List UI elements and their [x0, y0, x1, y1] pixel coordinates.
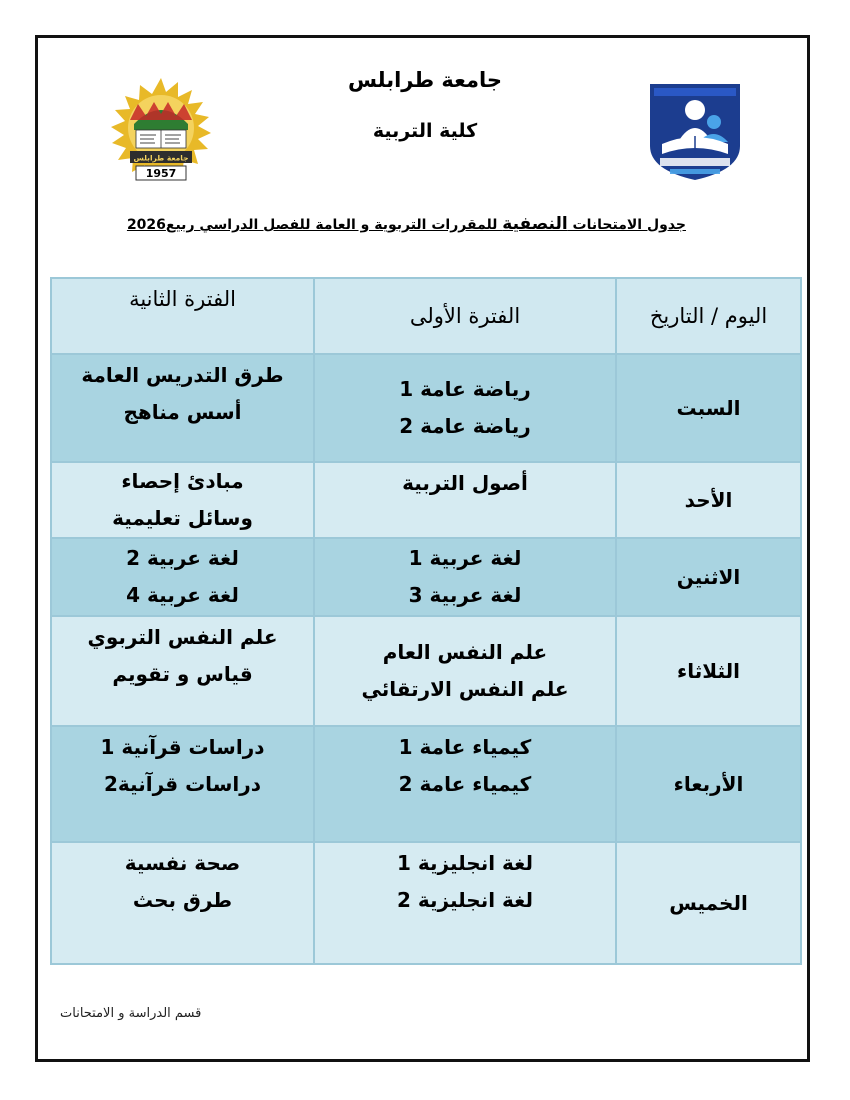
course: علم النفس التربوي [87, 625, 278, 649]
period-1-cell [314, 726, 616, 842]
exam-schedule-table [50, 277, 802, 965]
course: كيمياء عامة 2 [398, 772, 532, 796]
course: علم النفس الارتقائي [361, 677, 569, 701]
day-cell: الاثنين [616, 538, 801, 616]
course: أسس مناهج [123, 400, 242, 424]
course: علم النفس العام [382, 640, 548, 664]
university-seal-icon [108, 76, 214, 184]
course: كيمياء عامة 1 [398, 735, 532, 759]
day-cell: الأحد [616, 462, 801, 538]
seal-year-text: 1957 [145, 167, 177, 180]
course: لغة عربية 4 [126, 583, 239, 607]
course: طرق التدريس العامة [81, 363, 284, 387]
schedule-title [100, 214, 686, 234]
day-cell: السبت [616, 354, 801, 462]
day-cell: الثلاثاء [616, 616, 801, 726]
course: دراسات قرآنية2 [104, 772, 261, 796]
title-part-2: للمقررات التربوية و العامة للفصل الدراسي ربيع2026 [126, 217, 503, 233]
period-2-cell [51, 726, 314, 842]
period-2-cell [51, 462, 314, 538]
period-1-cell [314, 616, 616, 726]
period-1-cell [314, 354, 616, 462]
course: لغة انجليزية 1 [397, 851, 533, 875]
course: مبادئ إحصاء [121, 469, 244, 493]
course: لغة عربية 2 [126, 546, 239, 570]
course: وسائل تعليمية [112, 506, 253, 530]
period-2-cell [51, 842, 314, 964]
faculty-logo-icon [648, 82, 742, 182]
title-emphasis: النصفية [502, 214, 568, 234]
college-name: كلية التربية [372, 120, 478, 142]
table-row [51, 354, 801, 462]
header-period-2: الفترة الثانية [51, 278, 314, 354]
table-row [51, 616, 801, 726]
table-row [51, 538, 801, 616]
course: طرق بحث [132, 888, 233, 912]
course: لغة عربية 1 [408, 546, 522, 570]
period-1-cell [314, 462, 616, 538]
course: دراسات قرآنية 1 [100, 735, 265, 759]
footer-department: قسم الدراسة و الامتحانات [60, 1006, 202, 1021]
period-2-cell [51, 538, 314, 616]
header-period-1: الفترة الأولى [314, 278, 616, 354]
seal-name-text: جامعة طرابلس [133, 153, 189, 163]
period-2-cell [51, 616, 314, 726]
table-row [51, 726, 801, 842]
course: أصول التربية [402, 471, 528, 495]
course: رياضة عامة 2 [399, 414, 531, 438]
course: لغة انجليزية 2 [397, 888, 533, 912]
day-cell: الخميس [616, 842, 801, 964]
course: قياس و تقويم [112, 662, 253, 686]
university-name: جامعة طرابلس [347, 68, 503, 92]
period-1-cell [314, 842, 616, 964]
period-1-cell [314, 538, 616, 616]
table-row [51, 462, 801, 538]
period-2-cell [51, 354, 314, 462]
course: لغة عربية 3 [408, 583, 522, 607]
header-day: اليوم / التاريخ [616, 278, 801, 354]
course: رياضة عامة 1 [399, 377, 531, 401]
title-part-1: جدول الامتحانات [567, 217, 686, 233]
day-cell: الأربعاء [616, 726, 801, 842]
table-header-row [51, 278, 801, 354]
table-row [51, 842, 801, 964]
course: صحة نفسية [124, 851, 241, 875]
